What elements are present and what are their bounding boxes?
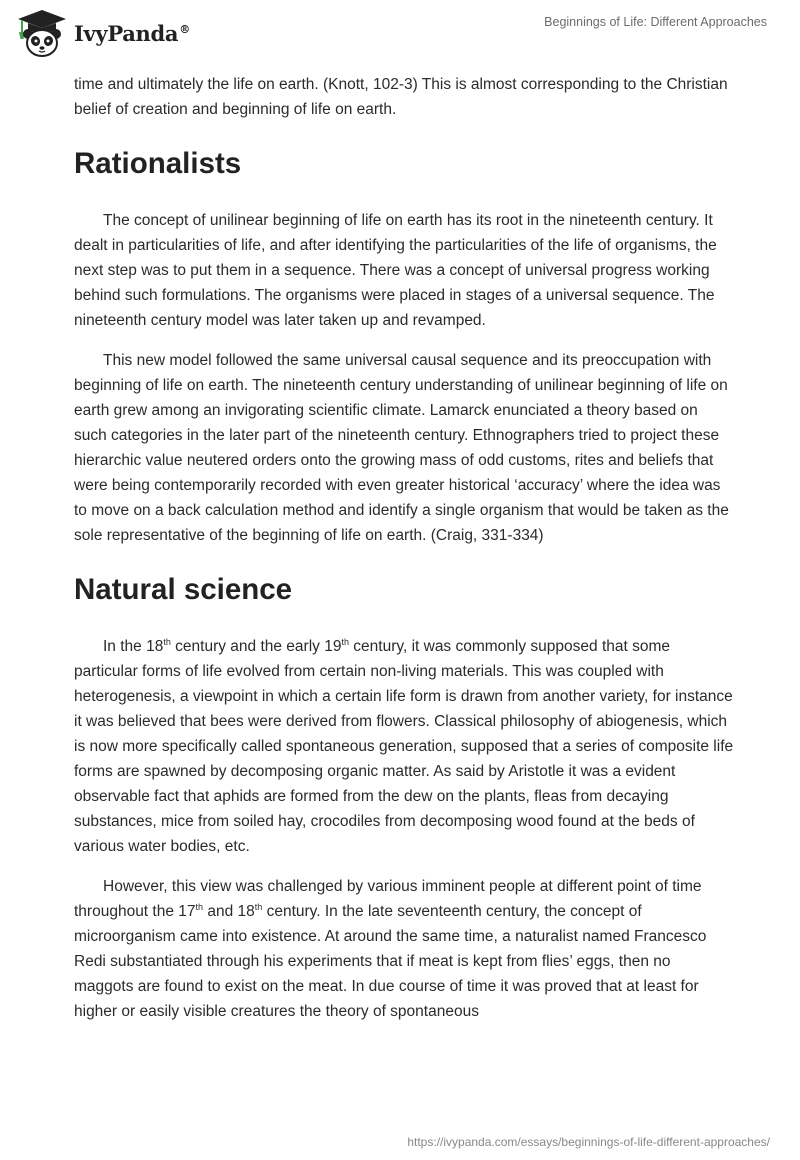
panda-graduate-logo-icon bbox=[14, 8, 70, 58]
essay-content bbox=[74, 72, 734, 1024]
section-heading-rationalists: Rationalists bbox=[74, 147, 242, 180]
registered-mark: ® bbox=[179, 22, 190, 36]
paragraph: However, this view was challenged by various imminent people at different point of time throughout the 17th and 18th century. In the late seventeenth century, the concept of microorganism came into existence. At around the same time, a naturalist named Francesco Redi substantiated through his experiments that if meat is kept from flies’ eggs, then no maggots are found to exist on the meat. In due course of time it was proved that at least for higher or easily visible creatures the theory of spontaneous bbox=[74, 878, 707, 1020]
intro-paragraph: time and ultimately the life on earth. (Knott, 102-3) This is almost corresponding to the Christian belief of creation and beginning of life on earth. bbox=[74, 76, 728, 118]
section-heading-natural-science: Natural science bbox=[74, 573, 293, 606]
document-title: Beginnings of Life: Different Approaches bbox=[544, 15, 767, 29]
paragraph: In the 18th century and the early 19th century, it was commonly supposed that some particular forms of life evolved from certain non-living materials. This was coupled with heterogenesis, a viewpoint in which a certain life form is drawn from another variety, for instance it was believed that bees were derived from flowers. Classical philosophy of abiogenesis, which is now more specifically called spontaneous generation, supposed that a series of composite life forms are spawned by decomposing organic matter. As said by Aristotle it was a evident observable fact that aphids are formed from the dew on the plants, fleas from decaying substances, mice from soiled hay, crocodiles from decomposing wood found at the beds of various water bodies, etc. bbox=[74, 637, 734, 855]
paragraph: This new model followed the same universal causal sequence and its preoccupation with beginning of life on earth. The nineteenth century understanding of unilinear beginning of life on earth grew among an invigorating scientific climate. Lamarck enunciated a theory based on such categories in the later part of the nineteenth century. Ethnographers tried to project these hierarchic value neutered orders onto the growing mass of odd customs, rites and beliefs that were being contemporarily recorded with even greater historical ‘accuracy’ where the idea was to move on a back calculation method and identify a single organism that would be taken as the sole representative of the beginning of life on earth. (Craig, 331-334) bbox=[74, 352, 729, 544]
page-header bbox=[0, 0, 800, 66]
ivypanda-logo[interactable] bbox=[14, 8, 190, 58]
paragraph: The concept of unilinear beginning of life on earth has its root in the nineteenth century. It dealt in particularities of life, and after identifying the particularities of the life of organisms, the next step was to put them in a sequence. There was a concept of universal progress working behind such formulations. The organisms were placed in stages of a universal sequence. The nineteenth century model was later taken up and revamped. bbox=[74, 212, 717, 329]
logo-text: IvyPanda® bbox=[74, 20, 190, 46]
footer-url[interactable]: https://ivypanda.com/essays/beginnings-of-life-different-approaches/ bbox=[407, 1135, 770, 1149]
